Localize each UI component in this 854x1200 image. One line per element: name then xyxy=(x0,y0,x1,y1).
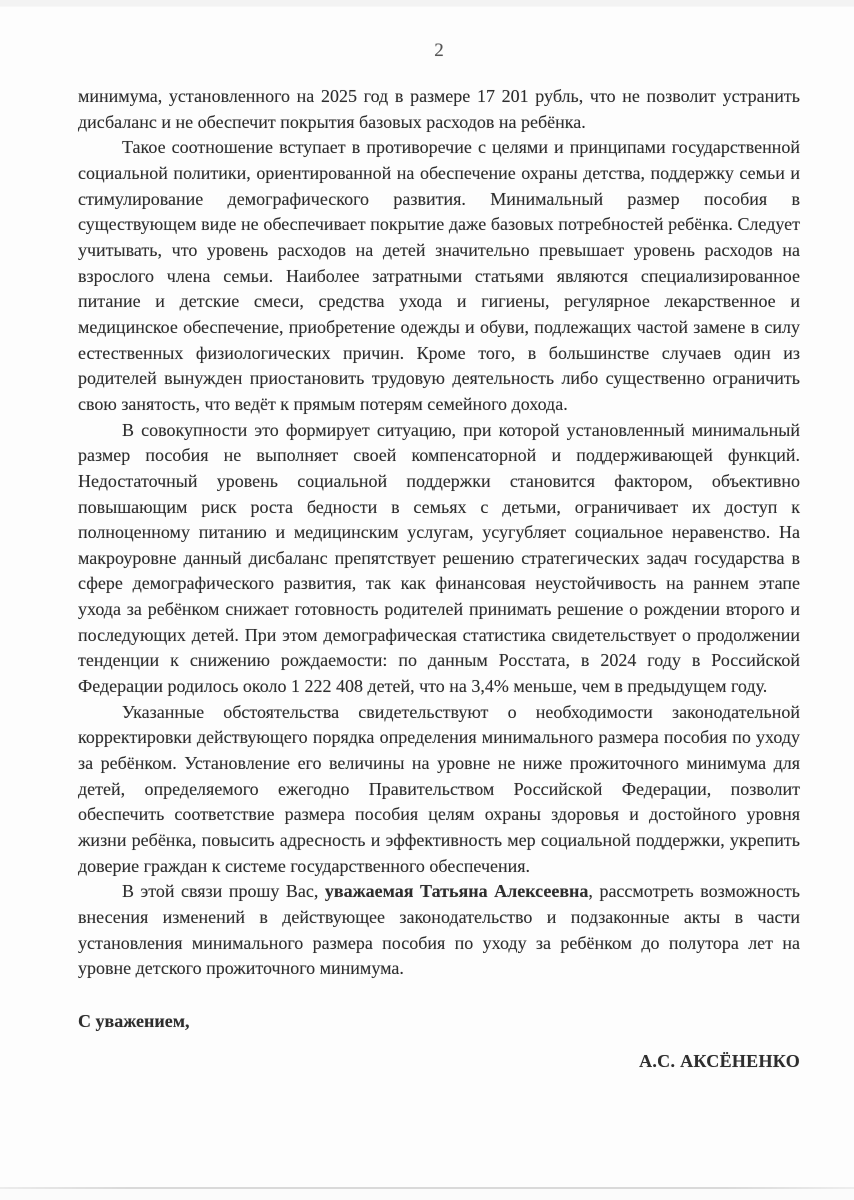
scan-foot xyxy=(0,1189,854,1200)
body-paragraph xyxy=(78,879,800,982)
body-paragraph: В совокупности это формирует ситуацию, при которой установленный минимальный размер пособия не выполняет своей компенсаторной и поддерживающей функций. Недостаточный уровень социальной поддержки становится фактором, объективно повышающим риск роста бедности в семьях с детьми, ограничивает их доступ к полноценному питанию и медицинским услугам, усугубляет социальное неравенство. На макроуровне данный дисбаланс препятствует решению стратегических задач государства в сфере демографического развития, так как финансовая неустойчивость на раннем этапе ухода за ребёнком снижает готовность родителей принимать решение о рождении второго и последующих детей. При этом демографическая статистика свидетельствует о продолжении тенденции к снижению рождаемости: по данным Росстата, в 2024 году в Российской Федерации родилось около 1 222 408 детей, что на 3,4% меньше, чем в предыдущем году. xyxy=(78,419,800,697)
addressee-name: уважаемая Татьяна Алексеевна xyxy=(324,881,589,902)
paragraph-text: , рассмотреть возможность внесения изменений в действующее законодательство и подзаконные акты в части установления минимального размера пособия по уходу за ребёнком до полутора лет на уровне детского прожиточного минимума. xyxy=(78,881,800,979)
signature-name: А.С. АКСЁНЕНКО xyxy=(639,1050,800,1071)
body-paragraph: Указанные обстоятельства свидетельствуют о необходимости законодательной корректировки действующего порядка определения минимального размера пособия по уходу за ребёнком. Установление его величины на уровне не ниже прожиточного минимума для детей, определяемого ежегодно Правительством Российской Федерации, позволит обеспечить соответствие размера пособия целям охраны здоровья и достойного уровня жизни ребёнка, повысить адресность и эффективность мер социальной поддержки, укрепить доверие граждан к системе государственного обеспечения. xyxy=(78,701,800,876)
body-paragraph: Такое соотношение вступает в противоречие с целями и принципами государственной социальной политики, ориентированной на обеспечение охраны детства, поддержку семьи и стимулирование демографического развития. Минимальный размер пособия в существующем виде не обеспечивает покрытие даже базовых потребностей ребёнка. Следует учитывать, что уровень расходов на детей значительно превышает уровень расходов на взрослого члена семьи. Наиболее затратными статьями являются специализированное питание и детские смеси, средства ухода и гигиены, регулярное лекарственное и медицинское обеспечение, приобретение одежды и обуви, подлежащих частой замене в силу естественных физиологических причин. Кроме того, в большинстве случаев один из родителей вынужден приостановить трудовую деятельность либо существенно ограничить свою занятость, что ведёт к прямым потерям семейного дохода. xyxy=(78,137,800,414)
body-paragraph-continuation: минимума, установленного на 2025 год в размере 17 201 рубль, что не позволит устранить дисбаланс и не обеспечит покрытия базовых расходов на ребёнка. xyxy=(78,86,800,132)
page-number: 2 xyxy=(434,40,444,61)
closing-salutation: С уважением, xyxy=(78,1010,190,1031)
letter-body xyxy=(78,84,800,1074)
paragraph-text: В этой связи прошу Вас, xyxy=(122,881,325,902)
